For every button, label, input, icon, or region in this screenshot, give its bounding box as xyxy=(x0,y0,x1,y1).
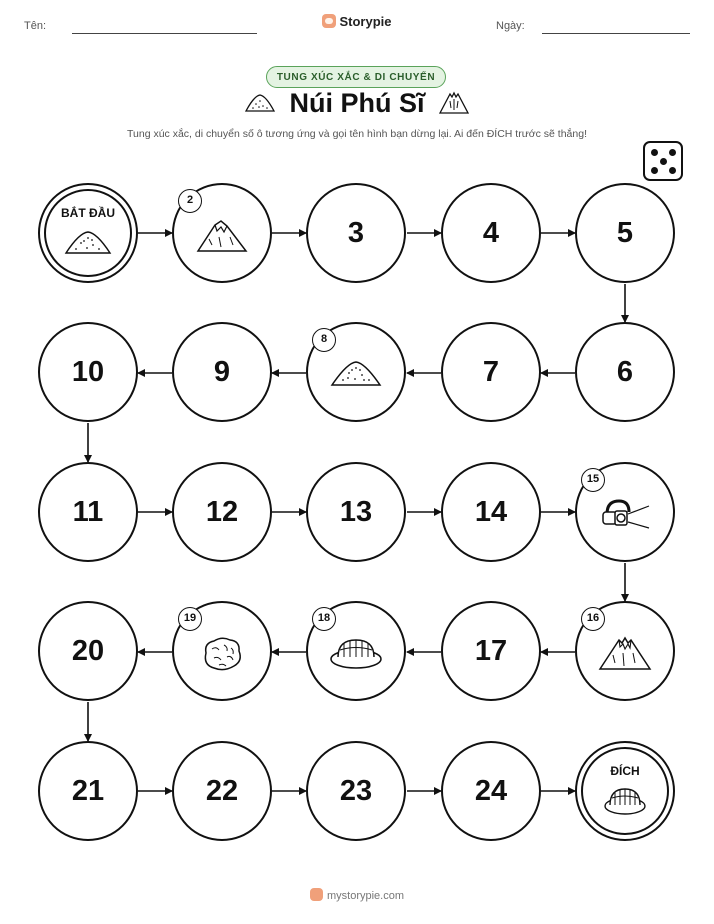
cell-number: 7 xyxy=(482,355,500,388)
footer xyxy=(0,888,714,902)
cell-6[interactable] xyxy=(575,322,675,422)
cell-8[interactable] xyxy=(306,322,406,422)
cell-number-badge: 16 xyxy=(581,607,605,631)
cell-14[interactable] xyxy=(441,462,541,562)
headlamp-icon xyxy=(597,498,653,532)
cell-number: 14 xyxy=(474,495,508,528)
cell-10[interactable] xyxy=(38,322,138,422)
cell-number: 3 xyxy=(347,216,365,249)
cell-18[interactable] xyxy=(306,601,406,701)
date-label: Ngày: xyxy=(496,20,525,32)
cell-17[interactable] xyxy=(441,601,541,701)
activity-badge: TUNG XÚC XẮC & DI CHUYỂN xyxy=(266,66,446,88)
cell-number: 21 xyxy=(71,774,105,807)
cell-number: 5 xyxy=(616,216,634,249)
finish-cell[interactable] xyxy=(575,741,675,841)
straw-sandal-icon xyxy=(328,635,384,671)
cell-4[interactable] xyxy=(441,183,541,283)
cell-number: 13 xyxy=(339,495,373,528)
cell-number: 6 xyxy=(616,355,634,388)
cell-number: 22 xyxy=(205,774,239,807)
cell-number-badge: 18 xyxy=(312,607,336,631)
finish-label: ĐÍCH xyxy=(610,764,640,778)
cell-13[interactable] xyxy=(306,462,406,562)
cell-21[interactable] xyxy=(38,741,138,841)
cell-number: 9 xyxy=(213,355,231,388)
cell-22[interactable] xyxy=(172,741,272,841)
cell-23[interactable] xyxy=(306,741,406,841)
cell-2[interactable] xyxy=(172,183,272,283)
footer-url: mystorypie.com xyxy=(326,890,405,902)
cell-20[interactable] xyxy=(38,601,138,701)
cell-number-badge: 19 xyxy=(178,607,202,631)
cell-24[interactable] xyxy=(441,741,541,841)
cell-15[interactable] xyxy=(575,462,675,562)
name-label: Tên: xyxy=(24,20,47,32)
cell-number-badge: 8 xyxy=(312,328,336,352)
sand-pile-icon xyxy=(329,356,383,390)
straw-sandal-icon xyxy=(602,785,648,817)
cell-5[interactable] xyxy=(575,183,675,283)
cell-number-badge: 2 xyxy=(178,189,202,213)
start-label: BẮT ĐẦU xyxy=(61,206,115,220)
page-title: Núi Phú Sĩ xyxy=(289,88,425,118)
cell-19[interactable] xyxy=(172,601,272,701)
brand-name: Storypie xyxy=(339,14,392,29)
cell-number: 24 xyxy=(474,774,508,807)
cell-12[interactable] xyxy=(172,462,272,562)
cell-11[interactable] xyxy=(38,462,138,562)
mountain-icon xyxy=(195,215,249,255)
cell-number: 17 xyxy=(474,634,508,667)
cell-9[interactable] xyxy=(172,322,272,422)
cell-number: 11 xyxy=(72,495,104,528)
volcano-icon xyxy=(597,631,653,673)
instructions: Tung xúc xắc, di chuyển số ô tương ứng và gọi tên hình bạn dừng lại. Ai đến ĐÍCH trước sẽ thắng! xyxy=(126,128,587,140)
cell-16[interactable] xyxy=(575,601,675,701)
cell-number-badge: 15 xyxy=(581,468,605,492)
cell-number: 12 xyxy=(205,495,239,528)
sand-pile-icon xyxy=(63,227,113,257)
cell-number: 23 xyxy=(339,774,373,807)
storypie-logo-icon xyxy=(310,888,323,901)
cell-number: 10 xyxy=(71,355,105,388)
cell-number: 20 xyxy=(71,634,105,667)
start-cell[interactable] xyxy=(38,183,138,283)
cell-7[interactable] xyxy=(441,322,541,422)
cell-3[interactable] xyxy=(306,183,406,283)
cell-number: 4 xyxy=(482,216,500,249)
rock-icon xyxy=(200,635,244,673)
